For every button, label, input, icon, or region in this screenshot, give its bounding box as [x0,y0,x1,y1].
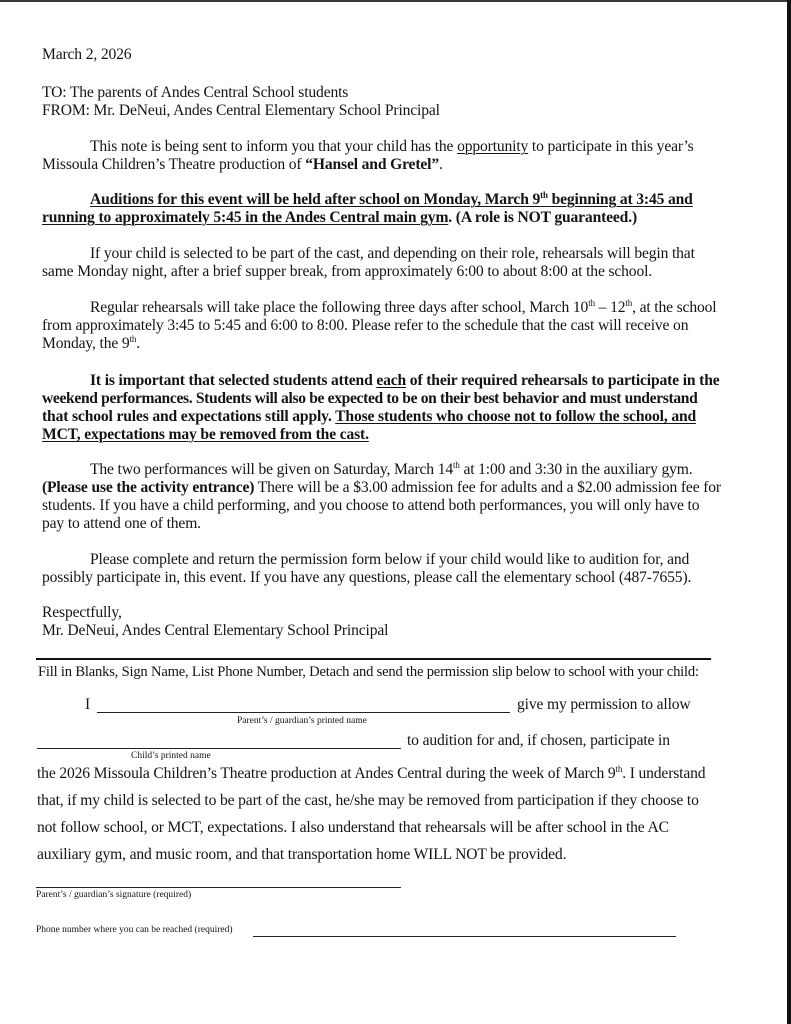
attendance-line-1 [90,372,720,390]
ordinal-suffix: th [129,334,137,344]
intro-text: to participate in this year’s [528,138,694,155]
closing-request-line-1: Please complete and return the permission form below if your child would like to audition for, and [90,551,690,568]
child-name-caption: Child’s printed name [131,751,211,761]
ordinal-suffix: th [453,460,460,470]
child-name-field[interactable] [37,748,401,749]
auditions-location: running to approximately 5:45 in the Andes Central main gym [42,209,449,226]
ordinal-suffix: th [588,298,595,308]
attendance-text: of their required rehearsals to participate in the [406,372,720,389]
phone-label: Phone number where you can be reached (required) [36,925,233,935]
entrance-note: (Please use the activity entrance) [42,479,255,496]
intro-line-1 [90,138,694,156]
intro-text: Missoula Children’s Theatre production of [42,156,306,173]
performances-line-4: pay to attend one of them. [42,515,201,532]
rehearsals-text: . [136,335,141,352]
rehearsal-start-line-1: If your child is selected to be part of the cast, and depending on their role, rehearsals will begin that [90,245,695,262]
slip-body-line-2: that, if my child is selected to be part of the cast, he/she may be removed from participation if they choose to [37,792,699,809]
intro-text: This note is being sent to inform you that your child has the [90,138,458,155]
parent-name-caption: Parent’s / guardian’s printed name [237,716,367,726]
slip-instructions: Fill in Blanks, Sign Name, List Phone Number, Detach and send the permission slip below to school with your child: [38,664,699,680]
slip-text: the 2026 Missoula Children’s Theatre production at Andes Central during the week of March 9 [37,765,616,782]
slip-body-line-4: auxiliary gym, and music room, and that transportation home WILL NOT be provided. [37,846,567,863]
intro-text: . [438,156,443,173]
closing-request-line-2: possibly participate in, this event. If you have any questions, please call the elementary school (487-7655). [42,569,692,586]
performances-line-1 [90,461,692,479]
admission-fees: There will be a $3.00 admission fee for adults and a $2.00 admission fee for [254,479,721,496]
performances-text: The two performances will be given on Saturday, March 14 [90,461,453,478]
rehearsals-text: – 12 [594,299,626,316]
slip-text: . I understand [622,765,706,782]
slip-after-child: to audition for and, if chosen, participate in [407,732,670,749]
letter-date: March 2, 2026 [42,46,132,63]
rehearsals-text: Regular rehearsals will take place the following three days after school, March 10 [90,299,589,316]
regular-rehearsals-line-2: from approximately 3:45 to 5:45 and 6:00 to 8:00. Please refer to the schedule that the cast will receive on [42,317,689,334]
attendance-text: It is important that selected students attend [90,372,377,389]
rehearsals-text: Monday, the 9 [42,335,130,352]
role-not-guaranteed: . (A role is NOT guaranteed.) [448,209,637,226]
slip-body-line-3: not follow school, or MCT, expectations. I also understand that rehearsals will be after school in the AC [37,819,669,836]
intro-line-2 [42,156,443,174]
phone-field[interactable] [253,936,676,937]
performances-line-2 [42,479,721,497]
intro-emphasis: opportunity [457,138,529,155]
attendance-line-3 [42,408,696,426]
signoff: Respectfully, [42,604,122,621]
auditions-line-1 [90,191,693,209]
ordinal-suffix: th [625,298,633,308]
attendance-emphasis: each [376,372,407,389]
slip-after-parent: give my permission to allow [517,696,691,713]
page-right-edge [787,0,791,1024]
detach-divider [36,658,711,660]
attendance-line-2: weekend performances. Students will also be expected to be on their best behavior and must understand [42,390,698,407]
letter-from: FROM: Mr. DeNeui, Andes Central Elementary School Principal [42,102,440,119]
regular-rehearsals-line-1 [90,299,716,317]
rehearsal-start-line-2: same Monday night, after a brief supper break, from approximately 6:00 to about 8:00 at the school. [42,263,653,280]
auditions-text: Auditions for this event will be held after school on Monday, March 9 [90,191,541,208]
attendance-text: that school rules and expectations still apply. [42,408,336,425]
principal-signature: Mr. DeNeui, Andes Central Elementary School Principal [42,622,389,639]
production-title: “Hansel and Gretel” [305,156,439,173]
signature-caption: Parent’s / guardian’s signature (required) [36,890,192,900]
rehearsals-text: , at the school [632,299,717,316]
performances-text: at 1:00 and 3:30 in the auxiliary gym. [459,461,693,478]
letter-to: TO: The parents of Andes Central School students [42,84,349,101]
regular-rehearsals-line-3 [42,335,140,353]
auditions-text: beginning at 3:45 and [547,191,693,208]
signature-field[interactable] [36,887,401,888]
ordinal-suffix: th [540,190,548,200]
auditions-line-2 [42,209,637,227]
removal-warning: Those students who choose not to follow the school, and [335,408,697,425]
performances-line-3: students. If you have a child performing, and you choose to attend both performances, you will only have to [42,497,700,514]
parent-name-field[interactable] [97,712,510,713]
attendance-line-4: MCT, expectations may be removed from the cast. [42,426,369,443]
slip-i-label: I [85,696,91,713]
page-top-edge [0,0,791,2]
slip-body-line-1 [37,765,705,783]
ordinal-suffix: th [615,764,623,774]
